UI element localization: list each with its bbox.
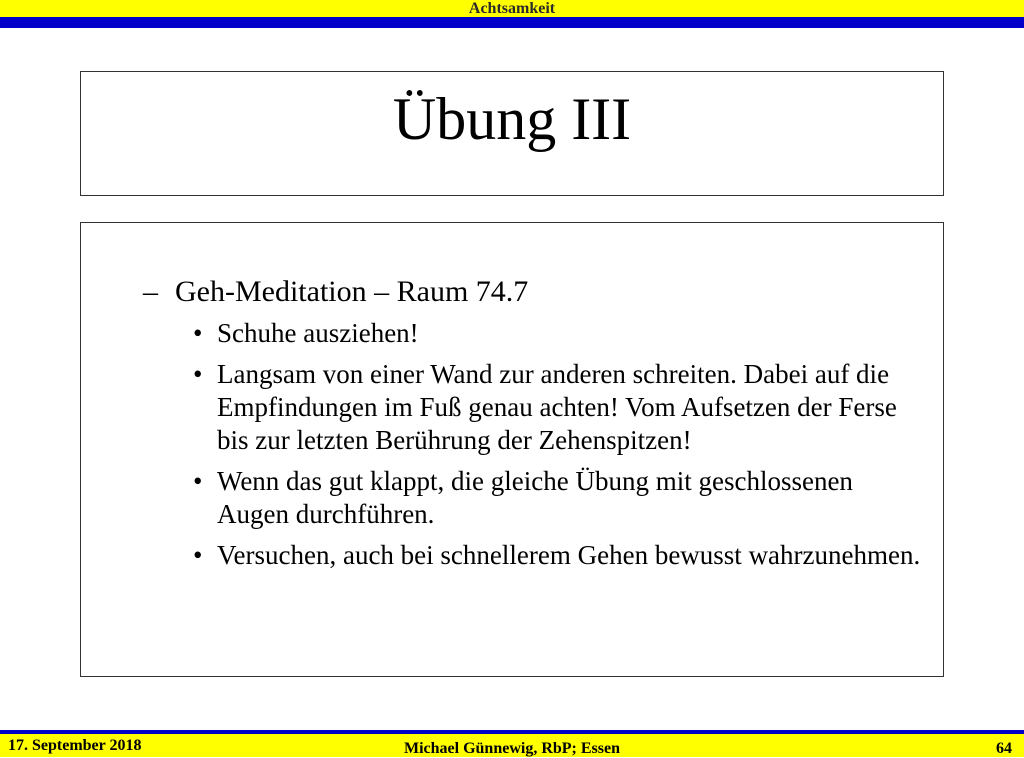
- header-rule: [0, 17, 1024, 28]
- section-heading-text: Geh-Meditation – Raum 74.7: [175, 275, 529, 308]
- list-item-text: Wenn das gut klappt, die gleiche Übung mit geschlossenen Augen durchführen.: [217, 466, 853, 529]
- bullet-glyph: •: [193, 540, 203, 570]
- header-title: Achtsamkeit: [468, 0, 556, 17]
- list-item: [193, 358, 923, 457]
- list-item: [193, 317, 923, 350]
- bullet-glyph: •: [193, 359, 203, 389]
- list-item-text: Schuhe ausziehen!: [217, 318, 419, 348]
- footer-date: 17. September 2018: [8, 737, 142, 754]
- section-heading: [143, 275, 923, 309]
- list-item-text: Versuchen, auch bei schnellerem Gehen bewusst wahrzunehmen.: [217, 540, 921, 570]
- page-number: 64: [996, 740, 1012, 757]
- bullet-glyph: •: [193, 466, 203, 496]
- footer-author: Michael Günnewig, RbP; Essen: [403, 740, 620, 757]
- bullet-glyph: •: [193, 318, 203, 348]
- list-item: [193, 465, 923, 531]
- section-dash: –: [143, 275, 158, 308]
- bullet-list: [193, 317, 923, 580]
- list-item: [193, 539, 923, 572]
- slide-title: Übung III: [392, 85, 632, 152]
- content-box: [80, 222, 944, 677]
- title-box: [80, 71, 944, 196]
- list-item-text: Langsam von einer Wand zur anderen schreiten. Dabei auf die Empfindungen im Fuß genau achten! Vom Aufsetzen der Ferse bis zur letzten Berührung der Zehenspitzen!: [217, 359, 897, 455]
